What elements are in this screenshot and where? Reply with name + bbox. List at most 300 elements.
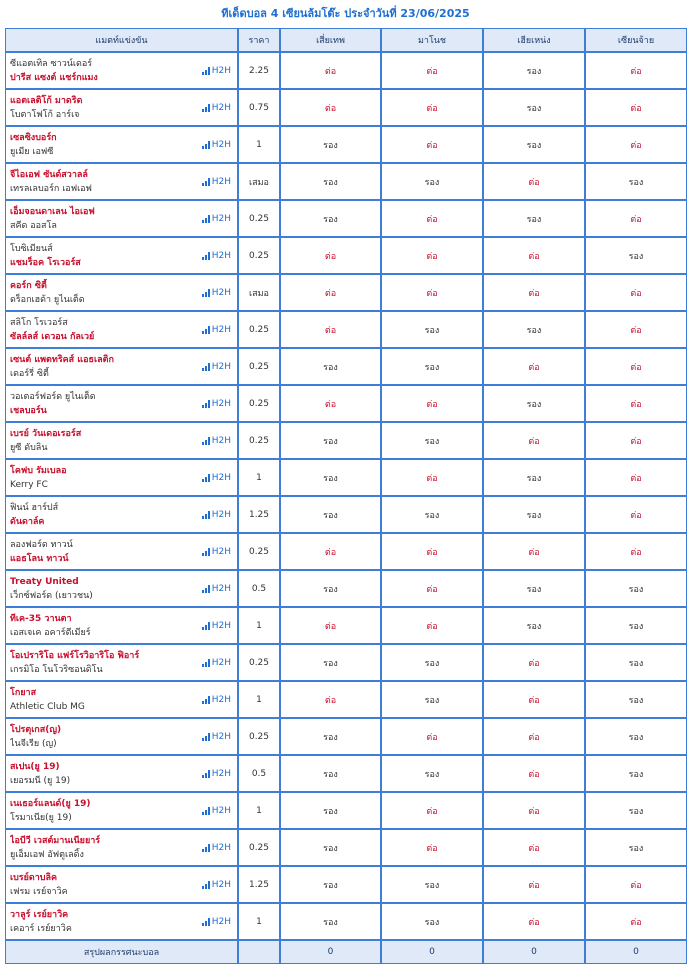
price-cell: 0.25 bbox=[238, 311, 280, 348]
home-team: Treaty United bbox=[10, 576, 79, 587]
h2h-link[interactable] bbox=[202, 806, 231, 816]
home-team: เนเธอร์แลนด์(ยู 19) bbox=[10, 798, 91, 809]
bar-chart-icon bbox=[202, 918, 210, 926]
pick-cell: ต่อ bbox=[280, 52, 381, 89]
table-row bbox=[5, 89, 687, 126]
pick-cell: รอง bbox=[381, 866, 483, 903]
match-cell bbox=[5, 644, 238, 681]
pick-cell: ต่อ bbox=[483, 718, 585, 755]
h2h-label: H2H bbox=[211, 287, 231, 298]
h2h-link[interactable] bbox=[202, 399, 231, 409]
pick-cell: รอง bbox=[483, 459, 585, 496]
home-team: สเปน(ยู 19) bbox=[10, 761, 60, 772]
pick-cell: รอง bbox=[381, 755, 483, 792]
price-cell: 0.5 bbox=[238, 570, 280, 607]
col-header-match: แมตท์แข่งขัน bbox=[5, 28, 238, 52]
h2h-label: H2H bbox=[211, 657, 231, 668]
home-team: ซีแอตเทิล ซาวน์เดอร์ bbox=[10, 58, 93, 69]
table-row bbox=[5, 459, 687, 496]
predictions-table bbox=[5, 28, 687, 964]
away-team: เคอาร์ เรย์ยาวิค bbox=[10, 923, 72, 934]
pick-cell: รอง bbox=[585, 237, 687, 274]
match-cell bbox=[5, 533, 238, 570]
bar-chart-icon bbox=[202, 659, 210, 667]
table-row bbox=[5, 200, 687, 237]
match-cell bbox=[5, 792, 238, 829]
price-cell: 0.25 bbox=[238, 718, 280, 755]
match-cell bbox=[5, 274, 238, 311]
pick-cell: รอง bbox=[280, 755, 381, 792]
match-cell bbox=[5, 89, 238, 126]
h2h-label: H2H bbox=[211, 65, 231, 76]
match-cell bbox=[5, 607, 238, 644]
home-team: โปรตุเกส(ญ) bbox=[10, 724, 62, 735]
pick-cell: ต่อ bbox=[280, 89, 381, 126]
match-cell bbox=[5, 496, 238, 533]
h2h-link[interactable] bbox=[202, 140, 231, 150]
pick-cell: รอง bbox=[483, 200, 585, 237]
h2h-link[interactable] bbox=[202, 251, 231, 261]
bar-chart-icon bbox=[202, 585, 210, 593]
price-cell: 0.25 bbox=[238, 385, 280, 422]
price-cell: 0.25 bbox=[238, 533, 280, 570]
away-team: เดอร์รี่ ซิตี้ bbox=[10, 368, 49, 379]
price-cell: 1 bbox=[238, 607, 280, 644]
bar-chart-icon bbox=[202, 289, 210, 297]
table-row bbox=[5, 348, 687, 385]
table-row bbox=[5, 903, 687, 940]
price-cell: 0.5 bbox=[238, 755, 280, 792]
match-cell bbox=[5, 570, 238, 607]
h2h-label: H2H bbox=[211, 213, 231, 224]
table-row bbox=[5, 533, 687, 570]
h2h-label: H2H bbox=[211, 842, 231, 853]
h2h-link[interactable] bbox=[202, 880, 231, 890]
pick-cell: ต่อ bbox=[585, 52, 687, 89]
pick-cell: ต่อ bbox=[381, 607, 483, 644]
pick-cell: ต่อ bbox=[381, 533, 483, 570]
table-row bbox=[5, 829, 687, 866]
match-cell bbox=[5, 52, 238, 89]
pick-cell: ต่อ bbox=[381, 385, 483, 422]
price-cell: 0.25 bbox=[238, 644, 280, 681]
h2h-link[interactable] bbox=[202, 103, 231, 113]
pick-cell: รอง bbox=[381, 681, 483, 718]
match-cell bbox=[5, 163, 238, 200]
pick-cell: ต่อ bbox=[585, 459, 687, 496]
pick-cell: ต่อ bbox=[483, 163, 585, 200]
pick-cell: ต่อ bbox=[280, 237, 381, 274]
away-team: เชลบอร์น bbox=[10, 405, 47, 416]
table-row bbox=[5, 422, 687, 459]
pick-cell: ต่อ bbox=[483, 644, 585, 681]
pick-cell: รอง bbox=[280, 792, 381, 829]
pick-cell: ต่อ bbox=[483, 792, 585, 829]
table-row bbox=[5, 385, 687, 422]
price-cell: 1 bbox=[238, 459, 280, 496]
h2h-link[interactable] bbox=[202, 658, 231, 668]
h2h-label: H2H bbox=[211, 472, 231, 483]
match-cell bbox=[5, 755, 238, 792]
price-cell: 1 bbox=[238, 903, 280, 940]
pick-cell: ต่อ bbox=[280, 607, 381, 644]
match-cell bbox=[5, 903, 238, 940]
h2h-label: H2H bbox=[211, 768, 231, 779]
home-team: เอ็มจอนดาเลน ไอเอฟ bbox=[10, 206, 95, 217]
h2h-link[interactable] bbox=[202, 584, 231, 594]
bar-chart-icon bbox=[202, 104, 210, 112]
h2h-label: H2H bbox=[211, 805, 231, 816]
col-header-price: ราคา bbox=[238, 28, 280, 52]
match-cell bbox=[5, 200, 238, 237]
pick-cell: ต่อ bbox=[483, 829, 585, 866]
bar-chart-icon bbox=[202, 733, 210, 741]
home-team: สลิโก โรเวอร์ส bbox=[10, 317, 68, 328]
h2h-label: H2H bbox=[211, 435, 231, 446]
pick-cell: รอง bbox=[585, 755, 687, 792]
pick-cell: รอง bbox=[585, 792, 687, 829]
home-team: โอเปราริโอ แฟร์โรวิอาริโอ ฟิอาร์ bbox=[10, 650, 140, 661]
col-header-expert-3: เฮียเหน่ง bbox=[483, 28, 585, 52]
h2h-label: H2H bbox=[211, 398, 231, 409]
bar-chart-icon bbox=[202, 696, 210, 704]
match-cell bbox=[5, 866, 238, 903]
h2h-label: H2H bbox=[211, 361, 231, 372]
home-team: เบรย์ดาบลิค bbox=[10, 872, 58, 883]
bar-chart-icon bbox=[202, 437, 210, 445]
h2h-link[interactable] bbox=[202, 288, 231, 298]
pick-cell: รอง bbox=[280, 200, 381, 237]
price-cell: 0.25 bbox=[238, 829, 280, 866]
away-team: ซัลล์ลส์ เดวอน กัลเวย์ bbox=[10, 331, 95, 342]
table-row bbox=[5, 163, 687, 200]
match-cell bbox=[5, 237, 238, 274]
table-row bbox=[5, 866, 687, 903]
h2h-link[interactable] bbox=[202, 362, 231, 372]
table-row bbox=[5, 718, 687, 755]
price-cell: 1 bbox=[238, 681, 280, 718]
away-team: แชมร็อค โรเวอร์ส bbox=[10, 257, 81, 268]
h2h-label: H2H bbox=[211, 620, 231, 631]
pick-cell: ต่อ bbox=[585, 866, 687, 903]
h2h-link[interactable] bbox=[202, 917, 231, 927]
pick-cell: ต่อ bbox=[280, 681, 381, 718]
bar-chart-icon bbox=[202, 326, 210, 334]
h2h-label: H2H bbox=[211, 583, 231, 594]
pick-cell: รอง bbox=[280, 718, 381, 755]
bar-chart-icon bbox=[202, 252, 210, 260]
away-team: ยูเอ็มเอฟ อัฟตูเลดิ้ง bbox=[10, 849, 84, 860]
pick-cell: รอง bbox=[280, 829, 381, 866]
pick-cell: ต่อ bbox=[483, 422, 585, 459]
price-cell: เสมอ bbox=[238, 163, 280, 200]
away-team: โบตาโฟโก้ อาร์เจ bbox=[10, 109, 80, 120]
pick-cell: ต่อ bbox=[483, 903, 585, 940]
home-team: แอตเลติโก้ มาดริด bbox=[10, 95, 83, 106]
match-cell bbox=[5, 348, 238, 385]
pick-cell: ต่อ bbox=[381, 237, 483, 274]
h2h-label: H2H bbox=[211, 250, 231, 261]
pick-cell: ต่อ bbox=[585, 533, 687, 570]
pick-cell: รอง bbox=[483, 496, 585, 533]
summary-value: 0 bbox=[585, 940, 687, 964]
pick-cell: ต่อ bbox=[381, 274, 483, 311]
pick-cell: รอง bbox=[483, 311, 585, 348]
table-row bbox=[5, 126, 687, 163]
h2h-link[interactable] bbox=[202, 621, 231, 631]
summary-value: 0 bbox=[280, 940, 381, 964]
bar-chart-icon bbox=[202, 400, 210, 408]
away-team: โรมาเนีย(ยู 19) bbox=[10, 812, 72, 823]
away-team: Athletic Club MG bbox=[10, 701, 85, 712]
price-cell: เสมอ bbox=[238, 274, 280, 311]
pick-cell: รอง bbox=[483, 607, 585, 644]
table-row bbox=[5, 755, 687, 792]
pick-cell: ต่อ bbox=[381, 200, 483, 237]
pick-cell: ต่อ bbox=[585, 311, 687, 348]
pick-cell: รอง bbox=[280, 126, 381, 163]
pick-cell: ต่อ bbox=[585, 348, 687, 385]
price-cell: 1.25 bbox=[238, 496, 280, 533]
pick-cell: ต่อ bbox=[585, 422, 687, 459]
home-team: ไอบีวี เวสต์มานเนียยาร์ bbox=[10, 835, 101, 846]
pick-cell: รอง bbox=[381, 496, 483, 533]
pick-cell: ต่อ bbox=[483, 274, 585, 311]
pick-cell: ต่อ bbox=[585, 496, 687, 533]
pick-cell: รอง bbox=[381, 348, 483, 385]
summary-row bbox=[5, 940, 687, 964]
h2h-link[interactable] bbox=[202, 177, 231, 187]
pick-cell: รอง bbox=[483, 126, 585, 163]
pick-cell: ต่อ bbox=[381, 792, 483, 829]
pick-cell: รอง bbox=[280, 496, 381, 533]
pick-cell: รอง bbox=[381, 311, 483, 348]
match-cell bbox=[5, 459, 238, 496]
home-team: เซนต์ แพตทริคส์ แอธเลติก bbox=[10, 354, 114, 365]
h2h-link[interactable] bbox=[202, 473, 231, 483]
summary-value: 0 bbox=[483, 940, 585, 964]
away-team: ยูเมีย เอฟซี bbox=[10, 146, 54, 157]
pick-cell: รอง bbox=[483, 52, 585, 89]
h2h-link[interactable] bbox=[202, 843, 231, 853]
table-row bbox=[5, 52, 687, 89]
pick-cell: ต่อ bbox=[381, 459, 483, 496]
bar-chart-icon bbox=[202, 881, 210, 889]
bar-chart-icon bbox=[202, 511, 210, 519]
pick-cell: รอง bbox=[280, 163, 381, 200]
pick-cell: รอง bbox=[585, 163, 687, 200]
bar-chart-icon bbox=[202, 141, 210, 149]
pick-cell: รอง bbox=[585, 607, 687, 644]
h2h-label: H2H bbox=[211, 546, 231, 557]
price-cell: 1 bbox=[238, 792, 280, 829]
pick-cell: รอง bbox=[381, 422, 483, 459]
pick-cell: ต่อ bbox=[585, 89, 687, 126]
h2h-link[interactable] bbox=[202, 325, 231, 335]
pick-cell: รอง bbox=[280, 903, 381, 940]
home-team: วอเตอร์ฟอร์ด ยูไนเต็ด bbox=[10, 391, 96, 402]
pick-cell: รอง bbox=[280, 570, 381, 607]
pick-cell: ต่อ bbox=[280, 533, 381, 570]
price-cell: 2.25 bbox=[238, 52, 280, 89]
home-team: ทีเค-35 วานตา bbox=[10, 613, 72, 624]
bar-chart-icon bbox=[202, 770, 210, 778]
h2h-label: H2H bbox=[211, 139, 231, 150]
price-cell: 0.25 bbox=[238, 422, 280, 459]
pick-cell: ต่อ bbox=[483, 237, 585, 274]
h2h-label: H2H bbox=[211, 509, 231, 520]
h2h-link[interactable] bbox=[202, 547, 231, 557]
h2h-link[interactable] bbox=[202, 214, 231, 224]
col-header-expert-2: มาโนช bbox=[381, 28, 483, 52]
h2h-label: H2H bbox=[211, 176, 231, 187]
pick-cell: รอง bbox=[280, 866, 381, 903]
away-team: ปารีส แซงต์ แชร์กแมง bbox=[10, 72, 98, 83]
home-team: จีไอเอฟ ซันด์สวาลล์ bbox=[10, 169, 88, 180]
table-row bbox=[5, 644, 687, 681]
away-team: ยูซี ดับลิน bbox=[10, 442, 48, 453]
home-team: ฟินน์ ฮาร์ปส์ bbox=[10, 502, 59, 513]
match-cell bbox=[5, 718, 238, 755]
table-row bbox=[5, 237, 687, 274]
summary-value: 0 bbox=[381, 940, 483, 964]
match-cell bbox=[5, 311, 238, 348]
home-team: เซลซิงบอร์ก bbox=[10, 132, 57, 143]
away-team: ดร็อกเฮด้า ยูไนเต็ด bbox=[10, 294, 85, 305]
table-row bbox=[5, 607, 687, 644]
home-team: โกยาส bbox=[10, 687, 37, 698]
table-row bbox=[5, 311, 687, 348]
bar-chart-icon bbox=[202, 622, 210, 630]
pick-cell: รอง bbox=[483, 89, 585, 126]
bar-chart-icon bbox=[202, 178, 210, 186]
price-cell: 0.75 bbox=[238, 89, 280, 126]
match-cell bbox=[5, 681, 238, 718]
pick-cell: ต่อ bbox=[381, 718, 483, 755]
h2h-label: H2H bbox=[211, 324, 231, 335]
price-cell: 0.25 bbox=[238, 200, 280, 237]
away-team: เว็กซ์ฟอร์ด (เยาวชน) bbox=[10, 590, 93, 601]
table-row bbox=[5, 570, 687, 607]
pick-cell: ต่อ bbox=[585, 903, 687, 940]
table-header-row bbox=[5, 28, 687, 52]
pick-cell: ต่อ bbox=[381, 829, 483, 866]
home-team: เบรย์ วันเดอเรอร์ส bbox=[10, 428, 82, 439]
pick-cell: ต่อ bbox=[381, 52, 483, 89]
away-team: Kerry FC bbox=[10, 479, 48, 490]
pick-cell: ต่อ bbox=[381, 89, 483, 126]
away-team: เกรมิโอ โนโวริซอนดิโน bbox=[10, 664, 103, 675]
table-row bbox=[5, 496, 687, 533]
pick-cell: รอง bbox=[585, 570, 687, 607]
price-cell: 1 bbox=[238, 126, 280, 163]
page-title: ทีเด็ดบอล 4 เซียนล้มโต๊ะ ประจำวันที่ 23/06/2025 bbox=[221, 7, 470, 20]
away-team: เอสเจเค อคาร์ดีเมียร์ bbox=[10, 627, 91, 638]
away-team: ดันดาล์ค bbox=[10, 516, 45, 527]
pick-cell: รอง bbox=[381, 644, 483, 681]
pick-cell: รอง bbox=[585, 644, 687, 681]
pick-cell: รอง bbox=[280, 348, 381, 385]
home-team: คอร์ก ซิตี้ bbox=[10, 280, 47, 291]
h2h-label: H2H bbox=[211, 916, 231, 927]
pick-cell: ต่อ bbox=[585, 126, 687, 163]
summary-price-empty bbox=[238, 940, 280, 964]
h2h-label: H2H bbox=[211, 879, 231, 890]
home-team: โคฟบ รัมเบลอ bbox=[10, 465, 67, 476]
table-row bbox=[5, 681, 687, 718]
home-team: วาลูร์ เรย์ยาวิค bbox=[10, 909, 69, 920]
pick-cell: ต่อ bbox=[381, 570, 483, 607]
pick-cell: ต่อ bbox=[483, 681, 585, 718]
h2h-link[interactable] bbox=[202, 510, 231, 520]
match-cell bbox=[5, 385, 238, 422]
pick-cell: รอง bbox=[585, 718, 687, 755]
away-team: แอธโลน ทาวน์ bbox=[10, 553, 69, 564]
h2h-label: H2H bbox=[211, 102, 231, 113]
bar-chart-icon bbox=[202, 807, 210, 815]
pick-cell: รอง bbox=[280, 644, 381, 681]
pick-cell: ต่อ bbox=[280, 274, 381, 311]
pick-cell: ต่อ bbox=[483, 533, 585, 570]
match-cell bbox=[5, 829, 238, 866]
home-team: ลองฟอร์ด ทาวน์ bbox=[10, 539, 73, 550]
bar-chart-icon bbox=[202, 474, 210, 482]
h2h-link[interactable] bbox=[202, 732, 231, 742]
bar-chart-icon bbox=[202, 844, 210, 852]
price-cell: 0.25 bbox=[238, 348, 280, 385]
h2h-link[interactable] bbox=[202, 436, 231, 446]
bar-chart-icon bbox=[202, 548, 210, 556]
pick-cell: ต่อ bbox=[280, 311, 381, 348]
pick-cell: ต่อ bbox=[585, 274, 687, 311]
pick-cell: รอง bbox=[280, 422, 381, 459]
h2h-link[interactable] bbox=[202, 769, 231, 779]
bar-chart-icon bbox=[202, 67, 210, 75]
away-team: เยอรมนี (ยู 19) bbox=[10, 775, 71, 786]
away-team: สคีด ออสโล bbox=[10, 220, 57, 231]
match-cell bbox=[5, 422, 238, 459]
bar-chart-icon bbox=[202, 363, 210, 371]
h2h-label: H2H bbox=[211, 694, 231, 705]
away-team: เทรลเลบอร์ก เอฟเอฟ bbox=[10, 183, 92, 194]
pick-cell: รอง bbox=[585, 681, 687, 718]
table-row bbox=[5, 274, 687, 311]
match-cell bbox=[5, 126, 238, 163]
pick-cell: รอง bbox=[483, 385, 585, 422]
away-team: ไนจีเรีย (ญ) bbox=[10, 738, 57, 749]
pick-cell: ต่อ bbox=[483, 866, 585, 903]
pick-cell: ต่อ bbox=[585, 385, 687, 422]
away-team: เฟรม เรย์จาวิค bbox=[10, 886, 68, 897]
pick-cell: ต่อ bbox=[483, 755, 585, 792]
table-row bbox=[5, 792, 687, 829]
pick-cell: รอง bbox=[381, 903, 483, 940]
price-cell: 1.25 bbox=[238, 866, 280, 903]
price-cell: 0.25 bbox=[238, 237, 280, 274]
col-header-expert-4: เซียนจ้าย bbox=[585, 28, 687, 52]
pick-cell: ต่อ bbox=[483, 348, 585, 385]
h2h-label: H2H bbox=[211, 731, 231, 742]
pick-cell: รอง bbox=[280, 459, 381, 496]
h2h-link[interactable] bbox=[202, 66, 231, 76]
home-team: โบซิเมียนส์ bbox=[10, 243, 53, 254]
col-header-expert-1: เสี่ยเทพ bbox=[280, 28, 381, 52]
pick-cell: ต่อ bbox=[381, 126, 483, 163]
h2h-link[interactable] bbox=[202, 695, 231, 705]
pick-cell: รอง bbox=[483, 570, 585, 607]
pick-cell: รอง bbox=[381, 163, 483, 200]
summary-label: สรุปผลกรรศนะบอล bbox=[5, 940, 238, 964]
